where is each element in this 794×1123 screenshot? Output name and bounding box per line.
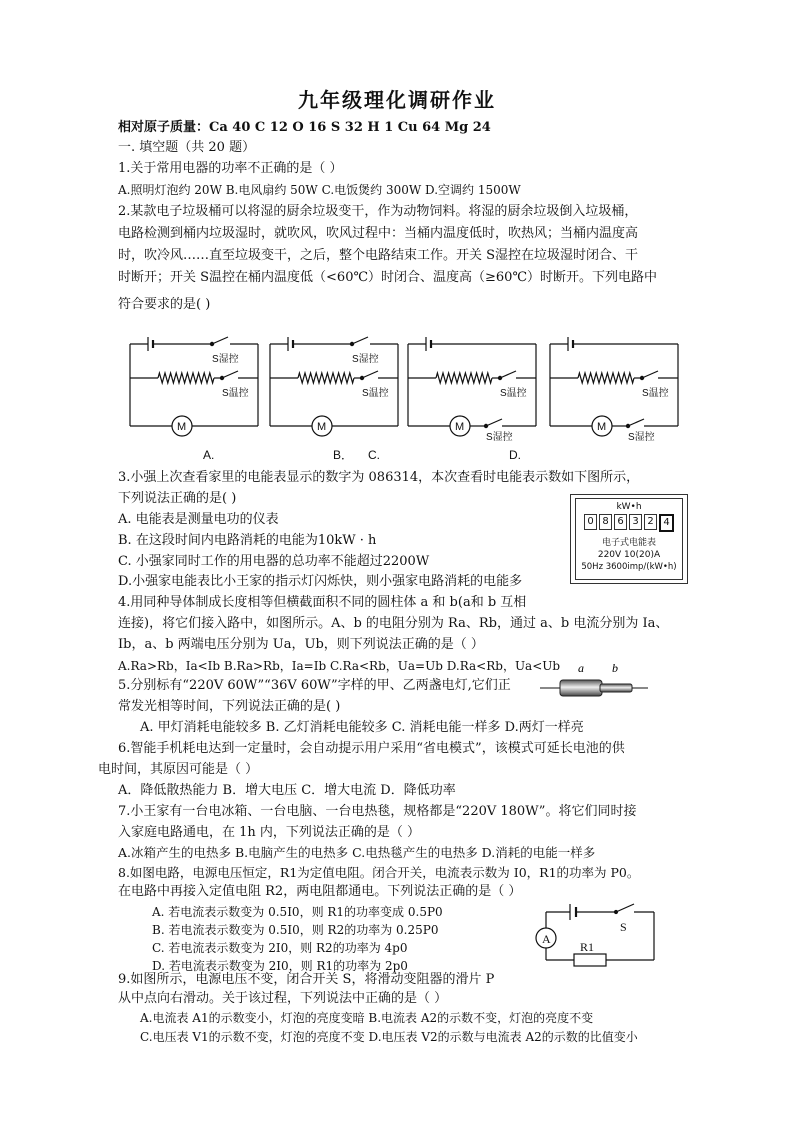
switch-wen-label: S温控 bbox=[222, 388, 249, 399]
heating-coil bbox=[298, 373, 354, 383]
meter-digit: 2 bbox=[644, 514, 657, 530]
q1-stem: 1.关于常用电器的功率不正确的是（ ） bbox=[118, 161, 343, 176]
q2-line: 电路检测到桶内垃圾湿时，就吹风，吹风过程中：当桶内温度低时，吹热风；当桶内温度高 bbox=[118, 226, 639, 241]
rod-b bbox=[600, 684, 632, 692]
q5-stem: 常发光相等时间，下列说法正确的是( ) bbox=[118, 699, 341, 714]
meter-digit: 6 bbox=[614, 514, 627, 530]
rod-a-label: a bbox=[578, 661, 584, 675]
option-c-label: C. bbox=[368, 448, 380, 462]
switch-blade bbox=[616, 904, 634, 912]
q3-option-d: D.小强家电能表比小王家的指示灯闪烁快，则小强家电路消耗的电能多 bbox=[118, 574, 523, 589]
heating-coil bbox=[436, 373, 492, 383]
heating-coil bbox=[158, 373, 214, 383]
q6-stem: 6.智能手机耗电达到一定量时，会自动提示用户采用“省电模式”，该模式可延长电池的供 bbox=[118, 741, 625, 756]
resistor-r1 bbox=[574, 954, 606, 966]
q8-circuit-diagram bbox=[530, 900, 660, 975]
q4-stem: Ib，a、b 两端电压分别为 Ua，Ub，则下列说法正确的是（ ） bbox=[118, 637, 484, 652]
switch-shi bbox=[212, 337, 228, 344]
switch-wen-label: S温控 bbox=[362, 388, 389, 399]
q3-stem: 3.小强上次查看家里的电能表显示的数字为 086314，本次查看时电能表示数如下图所示， bbox=[118, 470, 640, 485]
resistor-label: R1 bbox=[580, 940, 595, 954]
section-heading: 一. 填空题（共 20 题） bbox=[118, 140, 256, 155]
page-title: 九年级理化调研作业 bbox=[298, 88, 496, 112]
motor-label: M bbox=[597, 421, 607, 433]
meter-digit: 0 bbox=[584, 514, 597, 530]
q9-options-ab: A.电流表 A1的示数变小，灯泡的亮度变暗 B.电流表 A2的示数不变，灯泡的亮度不变 bbox=[140, 1011, 594, 1025]
q5-stem: 5.分别标有“220V 60W”“36V 60W”字样的甲、乙两盏电灯,它们正 bbox=[118, 678, 511, 693]
switch-wen-label: S温控 bbox=[500, 388, 527, 399]
q7-options: A.冰箱产生的电热多 B.电脑产生的电热多 C.电热毯产生的电热多 D.消耗的电能一样多 bbox=[118, 845, 596, 860]
motor-label: M bbox=[177, 421, 187, 433]
switch-shi-label: S湿控 bbox=[486, 432, 513, 443]
meter-digit: 8 bbox=[599, 514, 612, 530]
meter-digit: 4 bbox=[659, 514, 674, 532]
q2-circuit-diagrams bbox=[125, 328, 685, 463]
switch-shi bbox=[352, 337, 368, 344]
q9-stem: 从中点向右滑动。关于该过程，下列说法中正确的是（ ） bbox=[118, 991, 448, 1006]
q5-options: A. 甲灯消耗电能较多 B. 乙灯消耗电能较多 C. 消耗电能一样多 D.两灯一样亮 bbox=[140, 720, 584, 735]
conductor-rods-figure bbox=[540, 660, 650, 704]
q8-option-d: D. 若电流表示数变为 2I0，则 R1的功率为 2p0 bbox=[152, 959, 408, 973]
q2-line: 时断开；开关 S温控在桶内温度低（<60℃）时闭合、温度高（≥60℃）时断开。下列电路中 bbox=[118, 270, 657, 285]
q3-option-b: B. 在这段时间内电路消耗的电能为10kW · h bbox=[118, 533, 377, 548]
q1-options: A.照明灯泡约 20W B.电风扇约 50W C.电饭煲约 300W D.空调约 1500W bbox=[118, 183, 521, 197]
motor-label: M bbox=[455, 421, 465, 433]
q6-options: A．降低散热能力 B．增大电压 C．增大电流 D．降低功率 bbox=[118, 783, 456, 798]
switch-shi-label: S湿控 bbox=[628, 432, 655, 443]
ammeter-label: A bbox=[542, 932, 551, 946]
q8-stem: 在电路中再接入定值电阻 R2，两电阻都通电。下列说法正确的是（ ） bbox=[118, 884, 522, 899]
q2-line: 2.某款电子垃圾桶可以将湿的厨余垃圾变干，作为动物饲料。将湿的厨余垃圾倒入垃圾桶， bbox=[118, 204, 638, 219]
q2-line: 时，吹冷风……直至垃圾变干，之后，整个电路结束工作。开关 S湿控在垃圾湿时闭合、干 bbox=[118, 248, 639, 263]
meter-unit: kW•h bbox=[616, 502, 642, 512]
q7-stem: 入家庭电路通电，在 1h 内，下列说法正确的是（ ） bbox=[118, 825, 421, 840]
q8-option-b: B. 若电流表示数变为 0.5I0，则 R2的功率为 0.25P0 bbox=[152, 923, 439, 937]
atomic-mass-line: 相对原子质量：Ca 40 C 12 O 16 S 32 H 1 Cu 64 Mg 24 bbox=[118, 120, 491, 135]
switch-wen bbox=[642, 371, 658, 378]
switch-shi-label: S湿控 bbox=[212, 354, 239, 365]
q9-options-cd: C.电压表 V1的示数不变，灯泡的亮度不变 D.电压表 V2的示数与电流表 A2的示数的比值变小 bbox=[140, 1030, 638, 1044]
motor-label: M bbox=[317, 421, 327, 433]
q4-stem: 4.用同种导体制成长度相等但横截面积不同的圆柱体 a 和 b(a和 b 互相 bbox=[118, 595, 527, 610]
heating-coil bbox=[578, 373, 634, 383]
q8-stem: 8.如图电路，电源电压恒定，R1为定值电阻。闭合开关，电流表示数为 I0，R1的功率为 P0。 bbox=[118, 865, 640, 880]
rod-b-label: b bbox=[612, 661, 618, 675]
switch-wen bbox=[362, 371, 378, 378]
switch-wen bbox=[222, 371, 238, 378]
option-b-label: B． bbox=[333, 448, 354, 462]
switch-label: S bbox=[620, 920, 627, 934]
switch-shi-label: S湿控 bbox=[352, 354, 379, 365]
q8-option-a: A. 若电流表示数变为 0.5I0，则 R1的功率变成 0.5P0 bbox=[152, 905, 443, 919]
option-d-label: D. bbox=[509, 448, 521, 462]
meter-rating: 220V 10(20)A bbox=[597, 550, 661, 560]
q2-line: 符合要求的是( ) bbox=[118, 297, 211, 312]
q9-stem: 9.如图所示，电源电压不变，闭合开关 S，将滑动变阻器的滑片 P bbox=[118, 972, 495, 987]
meter-digits bbox=[576, 514, 682, 532]
option-a-label: A. bbox=[203, 448, 215, 462]
meter-name: 电子式电能表 bbox=[601, 538, 656, 548]
q4-options: A.Ra>Rb，Ia<Ib B.Ra>Rb，Ia=Ib C.Ra<Rb，Ua=Ub D.Ra<Rb，Ua<Ub bbox=[118, 659, 561, 673]
rod-a bbox=[560, 680, 602, 696]
meter-frequency: 50Hz 3600imp/(kW•h) bbox=[581, 562, 677, 572]
switch-wen bbox=[500, 371, 516, 378]
q7-stem: 7.小王家有一台电冰箱、一台电脑、一台电热毯，规格都是“220V 180W”。将它们同时接 bbox=[118, 804, 637, 819]
switch-shi bbox=[628, 419, 644, 426]
q4-stem: 连接)，将它们接入路中，如图所示。A、b 的电阻分别为 Ra、Rb，通过 a、b 电流分别为 Ia、 bbox=[118, 616, 669, 631]
q3-option-c: C. 小强家同时工作的用电器的总功率不能超过2200W bbox=[118, 554, 430, 569]
q3-option-a: A. 电能表是测量电功的仪表 bbox=[118, 512, 279, 527]
q3-stem: 下列说法正确的是( ) bbox=[118, 491, 237, 506]
meter-digit: 3 bbox=[629, 514, 642, 530]
switch-wen-label: S温控 bbox=[642, 388, 669, 399]
switch-shi bbox=[486, 419, 502, 426]
q6-stem: 电时间，其原因可能是（ ） bbox=[98, 762, 259, 777]
q8-option-c: C. 若电流表示数变为 2I0，则 R2的功率为 4p0 bbox=[152, 941, 408, 955]
energy-meter-figure bbox=[570, 494, 688, 584]
